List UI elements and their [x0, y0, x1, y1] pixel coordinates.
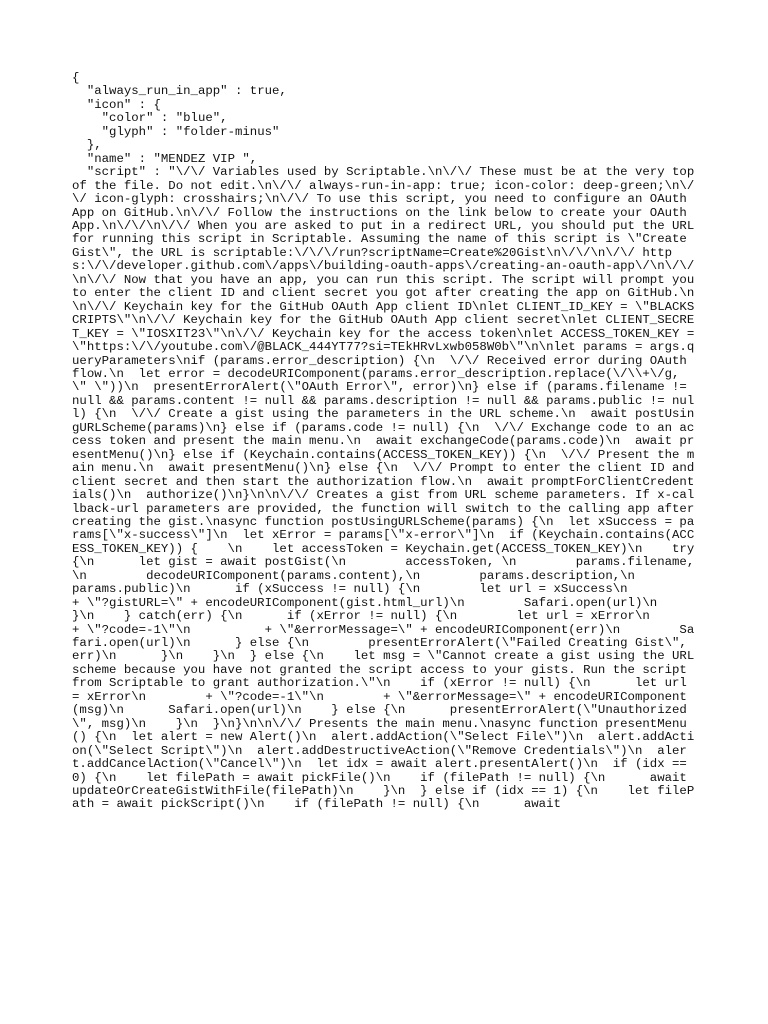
script-field-text: "script" : "\/\/ Variables used by Scriptable.\n\/\/ These must be at the very top of the file. Do not edit.\n\/\/ always-run-in-app: true; icon-color: deep-green;\n\/\/ icon-glyph: crosshairs;\n\/\/ To use this script, you need to configure an OAuth App on GitHub.\n\/\/ Follow the instructions on the link below to create your OAuth App.\n\/\/\n\/\/ When you are asked to put in a redirect URL, you should put the URL for running this script in Scriptable. Assuming the name of this script is \"Create Gist\", the URL is scriptable:\/\/\/run?scriptName=Create%20Gist\n\/\/\n\/\/ https:\/\/developer.github.com\/apps\/building-oauth-apps\/creating-an-oauth-app\/\n\/\/\n\/\/ Now that you have an app, you can run this script. The script will prompt you to enter the client ID and client secret you got after creating the app on GitHub.\n\n\/\/ Keychain key for the GitHub OAuth App client ID\nlet CLIENT_ID_KEY = \"BLACKSCRIPTS\"\n\/\/ Keychain key for the GitHub OAuth App client secret\nlet CLIENT_SECRET_KEY = \"IOSXIT23\"\n\/\/ Keychain key for the access token\nlet ACCESS_TOKEN_KEY = \"https:\/\/youtube.com\/@BLACK_444YT77?si=TEkHRvLxwb058W0b\"\n\nlet params = args.queryParameters\nif (params.error_description) {\n \/\/ Received error during OAuth flow.\n let error = decodeURIComponent(params.error_description.replace(\/\\+\/g, \" \"))\n presentErrorAlert(\"OAuth Error\", error)\n} else if (params.filename != null && params.content != null && params.description != null && params.public != null) {\n \/\/ Create a gist using the parameters in the URL scheme.\n await postUsingURLScheme(params)\n} else if (params.code != null) {\n \/\/ Exchange code to an access token and present the main menu.\n await exchangeCode(params.code)\n await presentMenu()\n} else if (Keychain.contains(ACCESS_TOKEN_KEY)) {\n \/\/ Present the main menu.\n await presentMenu()\n} else {\n \/\/ Prompt to enter the client ID and client secret and then start the authorization flow.\n await promptForClientCredentials()\n authorize()\n}\n\n\/\/ Creates a gist from URL scheme parameters. If x-callback-url parameters are provided, the function will switch to the calling app after creating the gist.\nasync function postUsingURLScheme(params) {\n let xSuccess = params[\"x-success\"]\n let xError = params[\"x-error\"]\n if (Keychain.contains(ACCESS_TOKEN_KEY)) { \n let accessToken = Keychain.get(ACCESS_TOKEN_KEY)\n try {\n let gist = await postGist(\n accessToken, \n params.filename, \n decodeURIComponent(params.content),\n params.description,\n params.public)\n if (xSuccess != null) {\n let url = xSuccess\n + \"?gistURL=\" + encodeURIComponent(gist.html_url)\n Safari.open(url)\n }\n } catch(err) {\n if (xError != null) {\n let url = xError\n + \"?code=-1\"\n + \"&errorMessage=\" + encodeURIComponent(err)\n Safari.open(url)\n } else {\n presentErrorAlert(\"Failed Creating Gist\", err)\n }\n }\n } else {\n let msg = \"Cannot create a gist using the URL scheme because you have not granted the script access to your gists. Run the script from Scriptable to grant authorization.\"\n if (xError != null) {\n let url = xError\n + \"?code=-1\"\n + \"&errorMessage=\" + encodeURIComponent(msg)\n Safari.open(url)\n } else {\n presentErrorAlert(\"Unauthorized\", msg)\n }\n }\n}\n\n\/\/ Presents the main menu.\nasync function presentMenu() {\n let alert = new Alert()\n alert.addAction(\"Select File\")\n alert.addAction(\"Select Script\")\n alert.addDestructiveAction(\"Remove Credentials\")\n alert.addCancelAction(\"Cancel\")\n let idx = await alert.presentAlert()\n if (idx == 0) {\n let filePath = await pickFile()\n if (filePath != null) {\n await updateOrCreateGistWithFile(filePath)\n }\n } else if (idx == 1) {\n let filePath = await pickScript()\n if (filePath != null) {\n await — [72, 165, 724, 812]
json-header-lines: { "always_run_in_app" : true, "icon" : { "color" : "blue", "glyph" : "folder-minus" }, "name" : "MENDEZ VIP ", — [72, 71, 287, 166]
json-document — [72, 71, 724, 812]
